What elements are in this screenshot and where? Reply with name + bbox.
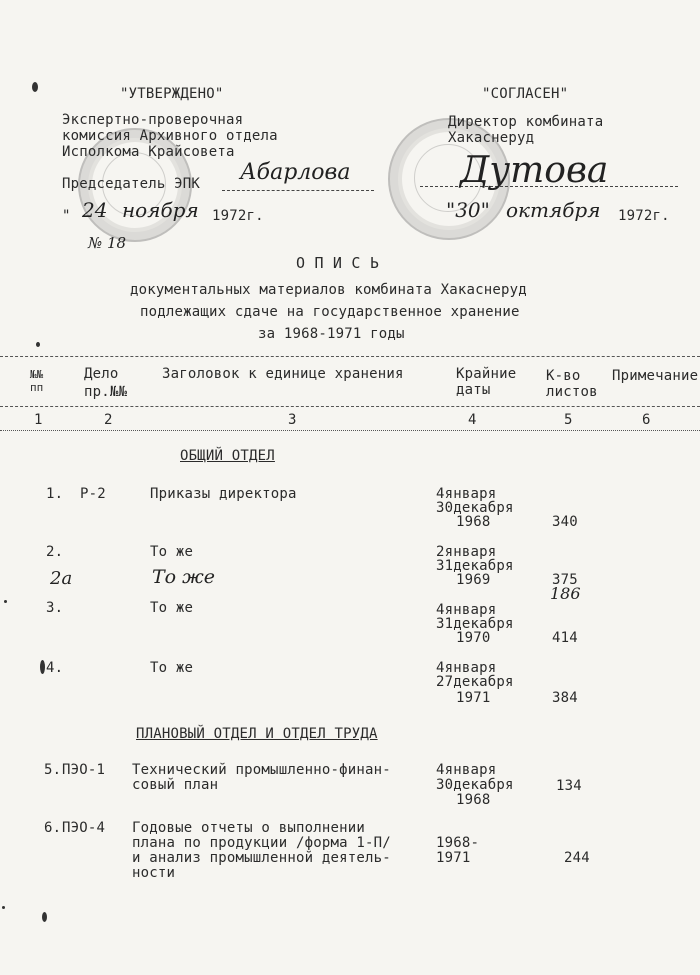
ink-speck — [40, 660, 45, 674]
title-line-1: документальных материалов комбината Хакаснеруд — [130, 282, 527, 298]
header-bottom-rule — [0, 406, 700, 407]
row-4-year: 1971 — [456, 690, 491, 706]
chair-signature: Абарлова — [240, 160, 351, 185]
header-title: Заголовок к единице хранения — [162, 366, 404, 382]
left-registry-number: № 18 — [88, 234, 127, 252]
row-6-title-line-4: ности — [132, 865, 176, 881]
row-4-count: 384 — [552, 690, 578, 706]
ink-speck — [4, 600, 7, 603]
ink-speck — [2, 906, 5, 909]
row-1-title: Приказы директора — [150, 486, 297, 502]
left-date-day: 24 — [82, 198, 108, 222]
row-2a-handwritten-num: 2а — [50, 568, 73, 589]
row-1-num: 1. — [46, 486, 64, 502]
row-5-case: ПЭО-1 — [62, 762, 106, 778]
right-date-year: 1972г. — [618, 208, 670, 224]
row-1-year: 1968 — [456, 514, 491, 530]
table-top-rule — [0, 356, 700, 357]
row-1-date-end: 30декабря — [436, 500, 514, 516]
row-3-title: То же — [150, 600, 194, 616]
row-5-num: 5. — [44, 762, 62, 778]
approver-line-3: Исполкома Крайсовета — [62, 144, 235, 160]
row-6-date-end: 1971 — [436, 850, 471, 866]
row-3-date-start: 4января — [436, 602, 497, 618]
row-4-title: То же — [150, 660, 194, 676]
col-number-1: 1 — [34, 412, 43, 428]
row-2-date-start: 2января — [436, 544, 497, 560]
ink-speck — [42, 912, 47, 922]
sign-label: Председатель ЭПК — [62, 176, 201, 192]
header-notes: Примечание — [612, 368, 699, 384]
row-3-date-end: 31декабря — [436, 616, 514, 632]
header-count-1: К-во — [546, 368, 581, 384]
row-6-case: ПЭО-4 — [62, 820, 106, 836]
col-number-2: 2 — [104, 412, 113, 428]
agreed-heading: "СОГЛАСЕН" — [482, 86, 569, 102]
row-1-date-start: 4января — [436, 486, 497, 502]
row-2a-handwritten-count: 186 — [550, 584, 581, 603]
document-title: О П И С Ь — [296, 254, 380, 272]
row-5-title-line-1: Технический промышленно-финан- — [132, 762, 391, 778]
row-2-year: 1969 — [456, 572, 491, 588]
left-date-year: 1972г. — [212, 208, 264, 224]
right-date-month: октября — [506, 198, 601, 222]
row-2-count: 375 — [552, 572, 578, 588]
row-6-title-line-2: плана по продукции /форма 1-П/ — [132, 835, 391, 851]
row-3-year: 1970 — [456, 630, 491, 646]
row-5-date-end: 30декабря — [436, 777, 514, 793]
row-6-num: 6. — [44, 820, 62, 836]
row-5-date-start: 4января — [436, 762, 497, 778]
sign-line — [222, 190, 374, 191]
row-1-count: 340 — [552, 514, 578, 530]
col-number-3: 3 — [288, 412, 297, 428]
header-case-2: пр.№№ — [84, 384, 128, 400]
row-6-date-start: 1968- — [436, 835, 480, 851]
section-general-heading: ОБЩИЙ ОТДЕЛ — [180, 448, 275, 464]
row-2-date-end: 31декабря — [436, 558, 514, 574]
left-date-quote: " — [62, 208, 71, 224]
col-number-5: 5 — [564, 412, 573, 428]
row-4-date-end: 27декабря — [436, 674, 514, 690]
header-count-2: листов — [546, 384, 598, 400]
header-case-1: Дело — [84, 366, 119, 382]
title-line-3: за 1968-1971 годы — [258, 326, 405, 342]
ink-speck — [36, 342, 40, 347]
director-signature: Дутова — [460, 150, 609, 191]
left-date-month: ноября — [122, 198, 199, 222]
approved-heading: "УТВЕРЖДЕНО" — [120, 86, 224, 102]
col-number-4: 4 — [468, 412, 477, 428]
numbers-bottom-rule — [0, 430, 700, 431]
header-dates-2: даты — [456, 382, 491, 398]
section-planning-heading: ПЛАНОВЫЙ ОТДЕЛ И ОТДЕЛ ТРУДА — [136, 726, 378, 742]
row-4-date-start: 4января — [436, 660, 497, 676]
row-6-count: 244 — [564, 850, 590, 866]
col-number-6: 6 — [642, 412, 651, 428]
row-2-title: То же — [150, 544, 194, 560]
row-1-case: Р-2 — [80, 486, 106, 502]
right-date-day: "30" — [446, 198, 490, 222]
row-3-num: 3. — [46, 600, 64, 616]
row-2a-handwritten-title: То же — [152, 566, 215, 588]
row-4-num: 4. — [46, 660, 64, 676]
row-5-count: 134 — [556, 778, 582, 794]
row-5-year: 1968 — [456, 792, 491, 808]
approver-line-1: Экспертно-проверочная — [62, 112, 244, 128]
row-5-title-line-2: совый план — [132, 777, 219, 793]
approver-line-2: комиссия Архивного отдела — [62, 128, 278, 144]
director-line-2: Хакаснеруд — [448, 130, 535, 146]
row-6-title-line-3: и анализ промышленной деятель- — [132, 850, 391, 866]
title-line-2: подлежащих сдаче на государственное хранение — [140, 304, 520, 320]
header-dates-1: Крайние — [456, 366, 517, 382]
ink-speck — [32, 82, 38, 92]
row-2-num: 2. — [46, 544, 64, 560]
row-6-title-line-1: Годовые отчеты о выполнении — [132, 820, 365, 836]
row-3-count: 414 — [552, 630, 578, 646]
header-num: №№ пп — [30, 368, 44, 394]
director-line-1: Директор комбината — [448, 114, 604, 130]
